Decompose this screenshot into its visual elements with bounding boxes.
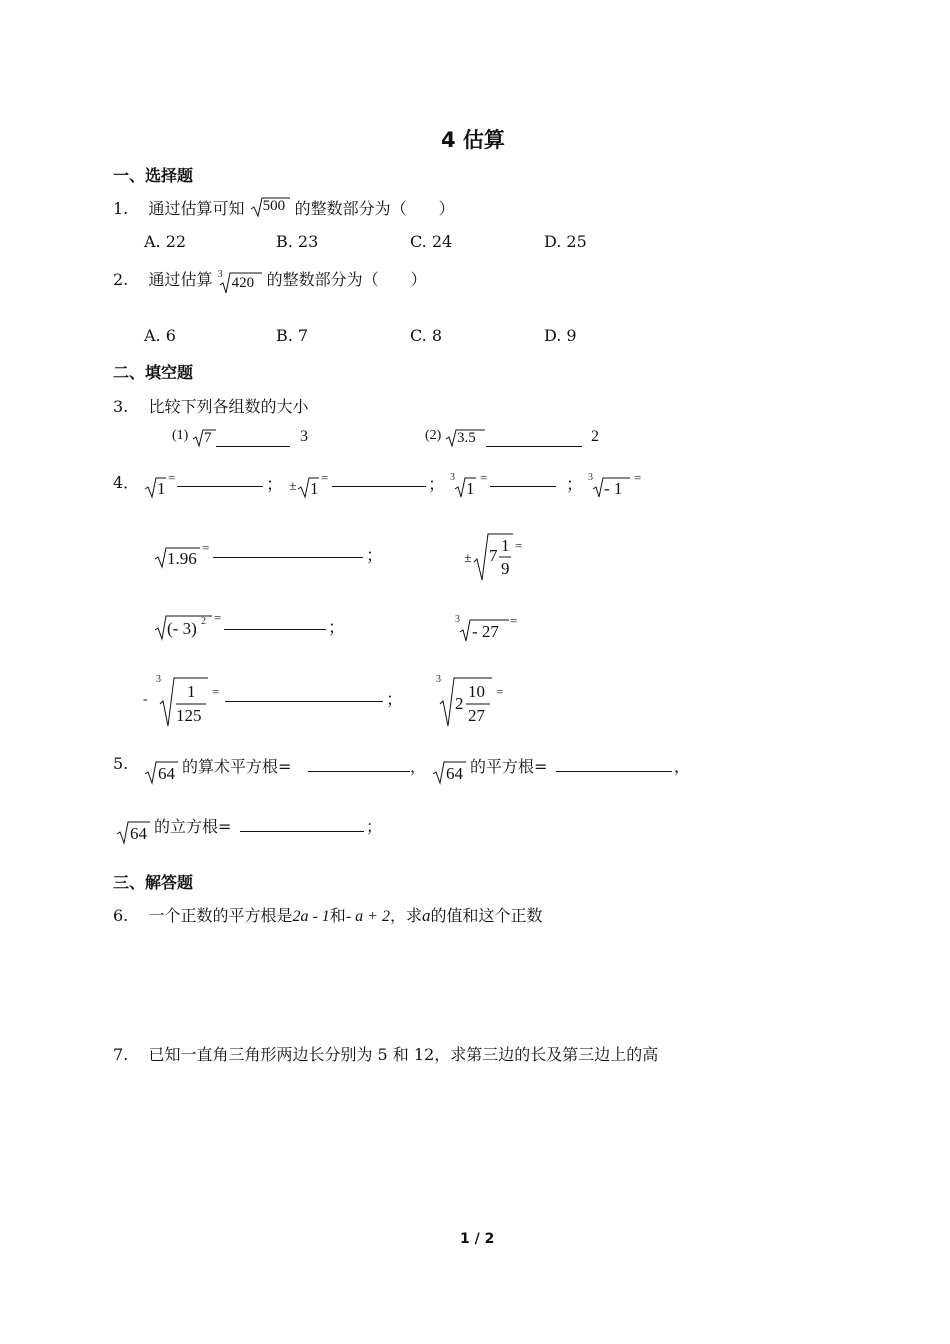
q3-part1: (1)	[172, 428, 189, 443]
q3-part2: (2)	[425, 428, 442, 443]
question-1	[113, 196, 455, 219]
answer-blank[interactable]	[486, 446, 582, 447]
expr-neg-a-2: - a + 2	[345, 908, 390, 925]
question-number: 7.	[113, 1045, 129, 1064]
option-d: D. 9	[544, 326, 577, 345]
sqrt-1: 1 =	[144, 474, 174, 500]
answer-blank[interactable]	[225, 701, 383, 702]
question-6: 6. 一个正数的平方根是2a - 1和- a + 2，求a的值和这个正数	[113, 906, 543, 925]
compare-value: 3	[300, 428, 308, 445]
question-number: 5.	[113, 754, 129, 773]
option-a: A. 6	[144, 326, 176, 345]
sqrt-7-1-9: 7 1 9 =	[473, 532, 533, 584]
cbrt-neg-27: 3 - 27 =	[455, 614, 525, 644]
question-text-tail: 的整数部分为（ ）	[294, 199, 455, 218]
question-number: 3.	[113, 397, 129, 416]
question-2	[113, 267, 427, 295]
compare-value: 2	[591, 428, 599, 445]
sqrt-neg3-squared: (- 3) 2 =	[154, 612, 226, 642]
question-text: 比较下列各组数的大小	[148, 397, 309, 416]
answer-blank[interactable]	[216, 446, 290, 447]
sqrt-500: 500	[250, 196, 290, 218]
question-text: 已知一直角三角形两边长分别为 5 和 12，求第三边的长及第三边上的高	[148, 1045, 659, 1064]
question-text-tail: 的整数部分为（ ）	[266, 270, 427, 289]
question-3	[113, 394, 308, 417]
q5-text-1: 的算术平方根=	[182, 757, 292, 776]
question-text: 通过估算可知	[148, 199, 245, 218]
option-d: D. 25	[544, 232, 587, 251]
sqrt-1-96: 1.96 =	[154, 544, 214, 570]
sqrt-64: 64	[144, 758, 180, 786]
page-number: 1 / 2	[460, 1231, 495, 1247]
section-heading-choice: 一、选择题	[113, 166, 194, 185]
section-heading-solve: 三、解答题	[113, 873, 194, 892]
answer-blank[interactable]	[556, 771, 672, 772]
q5-text-2: 的平方根=	[470, 757, 548, 776]
option-c: C. 8	[410, 326, 443, 345]
answer-blank[interactable]	[240, 831, 364, 832]
answer-blank[interactable]	[490, 486, 556, 487]
sqrt-7: 7	[192, 427, 216, 449]
sqrt-64: 64	[116, 818, 152, 846]
answer-blank[interactable]	[332, 486, 426, 487]
cbrt-420: 3 420	[218, 267, 262, 295]
question-7	[113, 1042, 658, 1065]
cbrt-neg-1: 3 - 1 =	[588, 470, 648, 500]
option-b: B. 7	[276, 326, 309, 345]
page-title: 4 估算	[441, 128, 505, 152]
question-number: 4．	[113, 473, 140, 492]
answer-blank[interactable]	[224, 629, 326, 630]
question-number: 2.	[113, 270, 129, 289]
cbrt-1: 3 1 =	[450, 470, 490, 500]
sqrt-64: 64	[432, 758, 468, 786]
answer-blank[interactable]	[213, 557, 363, 558]
expr-2a-1: 2a - 1	[292, 908, 330, 925]
option-b: B. 23	[276, 232, 319, 251]
section-heading-fill: 二、填空题	[113, 363, 194, 382]
question-text: 通过估算	[148, 270, 213, 289]
option-a: A. 22	[144, 232, 187, 251]
question-number: 6.	[113, 906, 129, 925]
sqrt-1-pm: 1 =	[297, 474, 331, 500]
answer-blank[interactable]	[308, 771, 410, 772]
q5-text-3: 的立方根=	[154, 817, 232, 836]
question-number: 1.	[113, 199, 129, 218]
answer-blank[interactable]	[177, 486, 263, 487]
neg-cbrt-1-over-125: 3 1 125 =	[154, 674, 224, 730]
cbrt-2-10-27: 3 2 10 27 =	[434, 674, 514, 730]
sqrt-3-5: 3.5	[445, 427, 485, 449]
option-c: C. 24	[410, 232, 453, 251]
